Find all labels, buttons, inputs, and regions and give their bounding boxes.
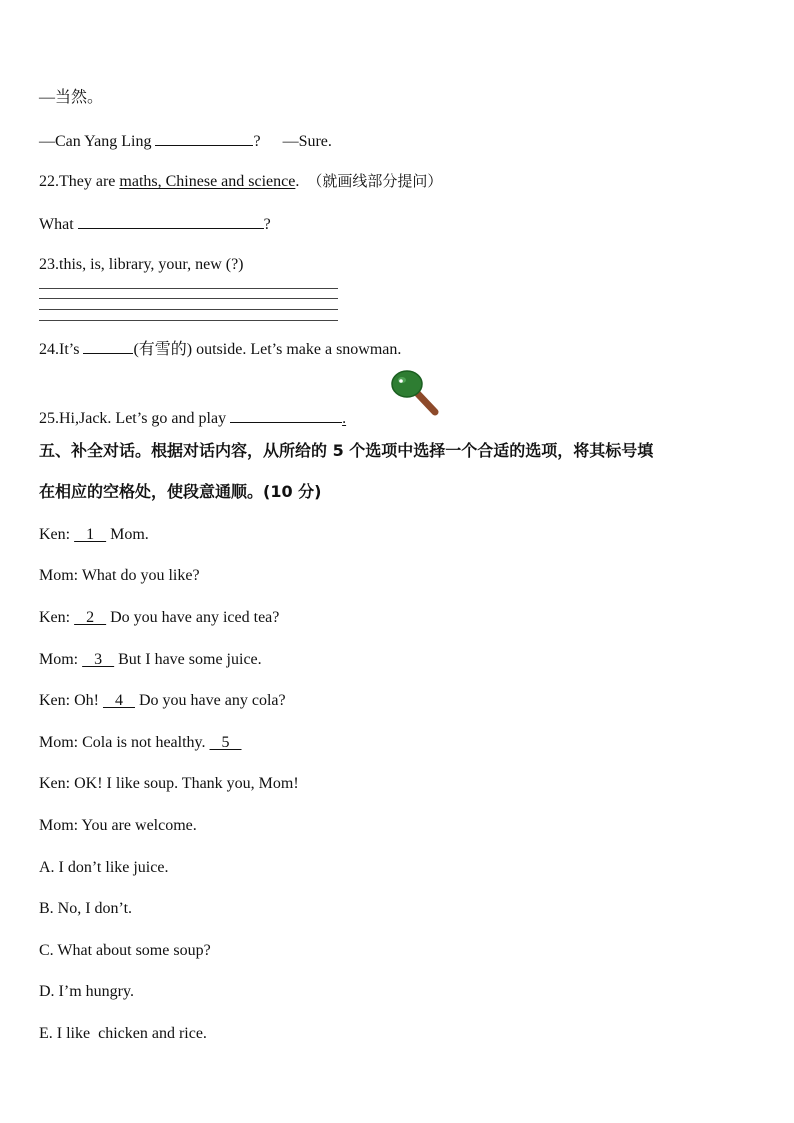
dialog-text: Ken: [39, 526, 75, 543]
option-item: C. What about some soup? [39, 942, 211, 959]
writing-rule-2[interactable] [39, 298, 338, 299]
dialog-line [39, 733, 242, 753]
q22-instruction: （就画线部分提问） [307, 172, 443, 190]
dialog-line [39, 608, 279, 628]
dialog-line [39, 525, 149, 545]
dialog-line [39, 774, 299, 794]
dialog-text: Do you have any cola? [134, 692, 286, 709]
dialog-text: Ken: [39, 609, 75, 626]
q22-text: 22.They are [39, 173, 120, 190]
q25-period: . [342, 410, 347, 427]
dialog-line [39, 566, 200, 586]
what-qmark: ? [263, 216, 271, 233]
dialog-text: Mom: [39, 651, 83, 668]
dialog-answer-blank[interactable]: 2 [74, 609, 107, 626]
answer-blank-21[interactable] [155, 130, 253, 146]
option-item: A. I don’t like juice. [39, 859, 169, 876]
text-l1b: ? [253, 133, 261, 150]
dialog-answer-blank[interactable]: 5 [209, 734, 242, 751]
answer-blank-22[interactable] [78, 213, 264, 229]
question-23 [39, 255, 244, 275]
question-22 [39, 171, 442, 192]
q22-underlined: maths, Chinese and science [119, 173, 296, 190]
dialog-text: Ken: Oh! [39, 692, 103, 709]
ping-pong-paddle-icon [388, 368, 444, 420]
answer-line [39, 88, 103, 108]
question-25 [39, 407, 346, 429]
q24-text-a: 24.It’s [39, 341, 84, 358]
question-21-line [39, 130, 332, 152]
answer-blank-24[interactable] [83, 338, 133, 354]
question-24 [39, 338, 401, 360]
q25-text: 25.Hi,Jack. Let’s go and play [39, 410, 231, 427]
what-text: What [39, 216, 78, 233]
dialog-line [39, 816, 197, 836]
dialog-text: Mom. [106, 526, 149, 543]
dialog-text: Ken: OK! I like soup. Thank you, Mom! [39, 775, 299, 792]
dialog-line [39, 691, 286, 711]
q22-period: . [295, 173, 300, 190]
option-item: D. I’m hungry. [39, 983, 134, 1000]
dialog-text: But I have some juice. [114, 651, 262, 668]
text-l1c: —Sure. [282, 133, 332, 150]
q24-text-b: (有雪的) outside. Let’s make a snowman. [133, 341, 402, 358]
dialog-answer-blank[interactable]: 3 [82, 651, 115, 668]
dialog-text: Mom: Cola is not healthy. [39, 734, 210, 751]
question-22-answer [39, 213, 271, 235]
section-5-title-line1: 五、补全对话。根据对话内容，从所给的 5 个选项中选择一个合适的选项，将其标号填 [39, 441, 654, 460]
dialog-text: Do you have any iced tea? [106, 609, 280, 626]
section-5-title-line2: 在相应的空格处，使段意通顺。(10 分) [39, 482, 322, 501]
writing-rule-1[interactable] [39, 288, 338, 289]
dialog-answer-blank[interactable]: 4 [102, 692, 135, 709]
writing-rule-4[interactable] [39, 320, 338, 321]
option-item: E. I like chicken and rice. [39, 1025, 207, 1042]
dialog-text: Mom: You are welcome. [39, 817, 197, 834]
dialog-answer-blank[interactable]: 1 [74, 526, 107, 543]
text-l1a: —Can Yang Ling [39, 133, 156, 150]
dialog-line [39, 650, 262, 670]
q23-text: 23.this, is, library, your, new (?) [39, 256, 244, 273]
dialog-text: Mom: What do you like? [39, 567, 200, 584]
writing-rule-3[interactable] [39, 309, 338, 310]
option-item: B. No, I don’t. [39, 900, 133, 917]
text-l0: —当然。 [39, 89, 104, 106]
answer-blank-25[interactable] [230, 407, 342, 423]
